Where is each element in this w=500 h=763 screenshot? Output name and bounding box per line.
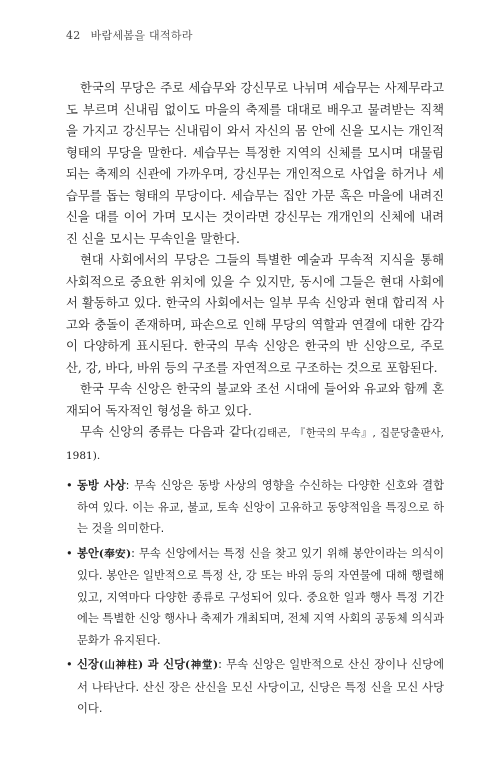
bullet-item	[66, 543, 444, 652]
bullet-term-2: 과 신당	[143, 658, 186, 671]
bullet-dot: •	[66, 479, 73, 492]
bullet-term: 봉안	[77, 546, 99, 560]
running-header	[66, 27, 460, 43]
page-number: 42	[66, 29, 81, 42]
bullet-item	[66, 654, 444, 720]
bullet-list	[66, 475, 444, 723]
paragraph: 현대 사회에서의 무당은 그들의 특별한 예술과 무속적 지식을 통해 사회적으로 중요한 위치에 있을 수 있지만, 동시에 그들은 현대 사회에서 활동하고 있다. 한국의 사회에서는 일부 무속 신앙과 현대 합리적 사고와 충돌이 존재하며, 파손으로 인해 무당의 역할과 연결에 대한 감각이 다양하게 표시된다. 한국의 무속 신앙은 한국의 반 신앙으로, 주로 산, 강, 바다, 바위 등의 구조를 자연적으로 구조하는 것으로 포함된다.	[66, 253, 444, 375]
bullet-term: 신장	[77, 658, 99, 671]
paragraph: 한국의 무당은 주로 세습무와 강신무로 나뉘며 세습무는 사제무라고도 부르며 신내림 없이도 마을의 축제를 대대로 배우고 물려받는 직책을 가지고 강신무는 신내림이 와서 자신의 몸 안에 신을 모시는 개인적 형태의 무당을 말한다. 세습무는 특정한 지역의 신체를 모시며 대물림되는 축제의 신관에 가까우며, 강신무는 개인적으로 사업을 하거나 세습무를 돕는 형태의 무당이다. 세습무는 집안 가문 혹은 마을에 내려진 신을 대를 이어 가며 모시는 것이라면 강신무는 개개인의 신체에 내려진 신을 모시는 무속인을 말한다.	[66, 81, 444, 246]
paragraph: 한국 무속 신앙은 한국의 불교와 조선 시대에 들어와 유교와 함께 혼재되어 독자적인 형성을 하고 있다.	[66, 382, 444, 418]
bullet-term: 동방 사상	[77, 479, 126, 492]
bullet-text: : 무속 신앙은 동방 사상의 영향을 수신하는 다양한 신호와 결합하여 있다. 이는 유교, 불교, 토속 신앙이 고유하고 동양적임을 특징으로 하는 것을 의미한다.	[77, 479, 444, 535]
bullet-hanja: (奉安)	[98, 547, 132, 560]
body-text	[66, 78, 444, 467]
source-text: 무속 신앙의 종류는 다음과 같다	[80, 425, 253, 439]
source-line	[66, 422, 444, 467]
bullet-dot: •	[66, 546, 73, 560]
bullet-text: : 무속 신앙에서는 특정 신을 찾고 있기 위해 봉안이라는 의식이 있다. 봉안은 일반적으로 특정 산, 강 또는 바위 등의 자연물에 대해 행렬해 있고, 지역마다 다양한 종류로 구성되어 있다. 중요한 일과 행사 특정 기간에는 특별한 신앙 행사나 축제가 개최되며, 전체 지역 사회의 공동체 의식과 문화가 유지된다.	[77, 546, 445, 647]
bullet-dot: •	[66, 658, 73, 671]
citation: (김태곤, 『한국의 무속』, 집문당출판사, 1981).	[66, 427, 445, 462]
bullet-text: : 무속 신앙은 일반적으로 산신 장이나 신당에서 나타난다. 산신 장은 산신을 모신 사당이고, 신당은 특정 신을 모신 사당이다.	[77, 658, 445, 715]
running-title: 바람세봄을 대적하라	[90, 29, 193, 42]
bullet-hanja-2: (神堂)	[185, 659, 219, 671]
bullet-hanja: (山神柱)	[98, 659, 144, 671]
bullet-item	[66, 475, 444, 540]
